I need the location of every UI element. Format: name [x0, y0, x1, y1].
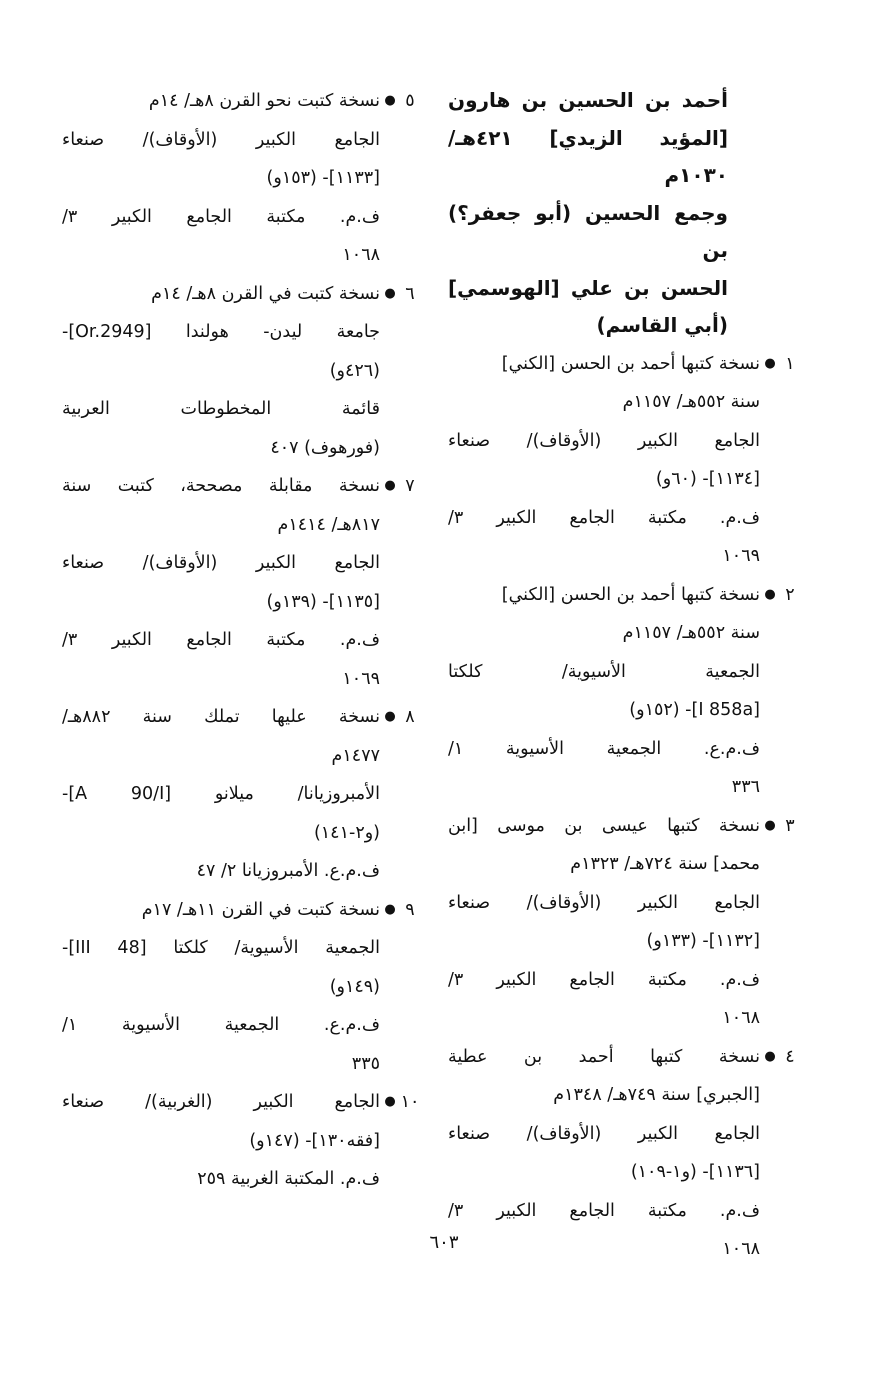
entry-line: [١١٣٦]- (و١-١٠٩) — [630, 1162, 760, 1182]
entry-line: ٣٣٥ — [351, 1053, 380, 1074]
entry-number: ٨ — [405, 707, 415, 727]
entry-number: ٢ — [785, 584, 795, 605]
manuscript-entry — [62, 698, 420, 891]
entry-line: [١١٣٥]- (١٣٩و) — [266, 591, 380, 612]
entry-line: ١٠٦٨ — [342, 245, 380, 265]
manuscript-entry — [62, 891, 420, 1084]
entry-line: الجامع الكبير (الغربية)/ صنعاء — [62, 1092, 380, 1112]
manuscript-entry — [62, 467, 420, 698]
entry-line: ف.م. مكتبة الجامع الكبير ٣/ — [448, 507, 760, 528]
entry-line: (و٢-١٤١) — [313, 822, 380, 843]
entry-line: نسخة مقابلة مصححة، كتبت سنة — [62, 476, 380, 496]
entry-line: ١٠٦٨ — [722, 1008, 760, 1028]
entry-line: ف.م.ع. الأمبروزيانا ٢/ ٤٧ — [196, 861, 380, 881]
entry-line: نسخة كتبها أحمد بن الحسن [الكني] — [501, 584, 760, 605]
entry-line: نسخة عليها تملك سنة ٨٨٢هـ/ — [62, 707, 380, 727]
bullet-icon: ● — [384, 709, 396, 724]
entry-line: ٨١٧هـ/ ١٤١٤م — [277, 514, 380, 535]
title-line: وجمع الحسين (أبو جعفر؟) بن — [448, 200, 728, 262]
entry-line: محمد] سنة ٧٢٤هـ/ ١٣٢٣م — [570, 854, 760, 874]
entry-line: ١٤٧٧م — [331, 745, 380, 766]
entry-number: ٣ — [785, 815, 795, 836]
entry-line: ف.م.ع. الجمعية الأسيوية ١/ — [62, 1015, 380, 1035]
entry-line: نسخة كتبها عيسى بن موسى [ابن — [448, 815, 760, 836]
entry-line: نسخة كتبت نحو القرن ٨هـ/ ١٤م — [148, 91, 380, 111]
bullet-icon: ● — [384, 285, 396, 301]
bullet-icon: ● — [764, 355, 776, 371]
manuscript-entry — [448, 807, 800, 1038]
manuscript-entry — [448, 345, 800, 576]
entry-line: ف.م. مكتبة الجامع الكبير ٣/ — [62, 206, 380, 227]
entry-number: ٩ — [405, 899, 415, 920]
entry-line: الجامع الكبير (الأوقاف)/ صنعاء — [62, 129, 380, 150]
title-line: الحسن بن علي [الهوسمي] — [448, 275, 728, 300]
title-line: [المؤيد الزيدي] ٤٢١هـ/ ١٠٣٠م — [448, 125, 728, 187]
left-column — [62, 82, 420, 1199]
manuscript-entry — [62, 275, 420, 468]
entry-line: (٤٢٦و) — [329, 360, 380, 381]
entry-line: نسخة كتبها أحمد بن عطية — [448, 1046, 760, 1067]
entry-number: ٤ — [785, 1046, 795, 1067]
entry-number: ١٠ — [400, 1092, 420, 1112]
entry-line: جامعة ليدن- هولندا [Or.2949]- — [62, 322, 380, 342]
entry-line: الجمعية الأسيوية/ كلكتا — [448, 661, 760, 682]
entry-line: ٣٣٦ — [731, 777, 760, 797]
entry-line: نسخة كتبت في القرن ٨هـ/ ١٤م — [151, 283, 380, 304]
entry-line: الجامع الكبير (الأوقاف)/ صنعاء — [448, 1123, 760, 1144]
entry-line: نسخة كتبها أحمد بن الحسن [الكني] — [501, 353, 760, 374]
entry-line: ١٠٦٩ — [342, 668, 380, 689]
entry-line: [فقه١٣٠]- (١٤٧و) — [249, 1130, 380, 1151]
entry-line: ١٠٦٨ — [722, 1239, 760, 1259]
title-line: أحمد بن الحسين بن هارون — [448, 88, 728, 112]
entry-line: الجامع الكبير (الأوقاف)/ صنعاء — [448, 430, 760, 451]
entry-number: ٥ — [405, 91, 415, 111]
entry-line: ف.م.ع. الجمعية الأسيوية ١/ — [448, 738, 760, 759]
bullet-icon: ● — [764, 1048, 776, 1064]
bullet-icon: ● — [764, 586, 776, 602]
entry-line: ف.م. مكتبة الجامع الكبير ٣/ — [448, 969, 760, 990]
bullet-icon: ● — [764, 817, 776, 833]
bullet-icon: ● — [384, 901, 396, 917]
entry-line: ف.م. مكتبة الجامع الكبير ٣/ — [448, 1200, 760, 1221]
entry-line: الأمبروزيانا/ ميلانو [A 90/I]- — [62, 784, 380, 804]
entry-line: قائمة المخطوطات العربية — [62, 399, 380, 419]
manuscript-entry — [62, 82, 420, 275]
entry-line: ف.م. مكتبة الجامع الكبير ٣/ — [62, 630, 380, 650]
entry-line: [I 858a]- (١٥٢و) — [629, 700, 760, 720]
manuscript-entry — [62, 1083, 420, 1199]
manuscript-entry — [448, 576, 800, 807]
page-number: ٦٠٣ — [429, 1232, 459, 1253]
entry-line: [الجبري] سنة ٧٤٩هـ/ ١٣٤٨م — [553, 1085, 760, 1105]
entry-line: [١١٣٤]- (٦٠و) — [655, 469, 760, 489]
bullet-icon: ● — [384, 1094, 396, 1109]
entry-number: ٧ — [405, 476, 415, 496]
entry-line: الجامع الكبير (الأوقاف)/ صنعاء — [62, 553, 380, 573]
entry-line: سنة ٥٥٢هـ/ ١١٥٧م — [622, 623, 760, 643]
bullet-icon: ● — [384, 478, 396, 493]
entry-line: ف.م. المكتبة الغربية ٢٥٩ — [197, 1169, 380, 1189]
entry-line: نسخة كتبت في القرن ١١هـ/ ١٧م — [141, 899, 380, 920]
title-line: (أبي القاسم) — [596, 313, 728, 337]
bullet-icon: ● — [384, 93, 396, 108]
entry-line: الجمعية الأسيوية/ كلكتا [III 48]- — [62, 938, 380, 958]
entry-line: (فورهوف) ٤٠٧ — [270, 437, 380, 458]
entry-line: سنة ٥٥٢هـ/ ١١٥٧م — [622, 392, 760, 412]
right-column — [448, 82, 800, 1269]
entry-line: ١٠٦٩ — [722, 546, 760, 566]
entry-number: ١ — [785, 353, 795, 374]
entry-line: [١١٣٢]- (١٣٣و) — [646, 931, 760, 951]
entry-line: الجامع الكبير (الأوقاف)/ صنعاء — [448, 892, 760, 913]
entry-title — [448, 82, 800, 345]
entry-number: ٦ — [405, 283, 415, 304]
entry-line: (١٤٩و) — [329, 976, 380, 997]
entry-line: [١١٣٣]- (١٥٣و) — [266, 168, 380, 188]
